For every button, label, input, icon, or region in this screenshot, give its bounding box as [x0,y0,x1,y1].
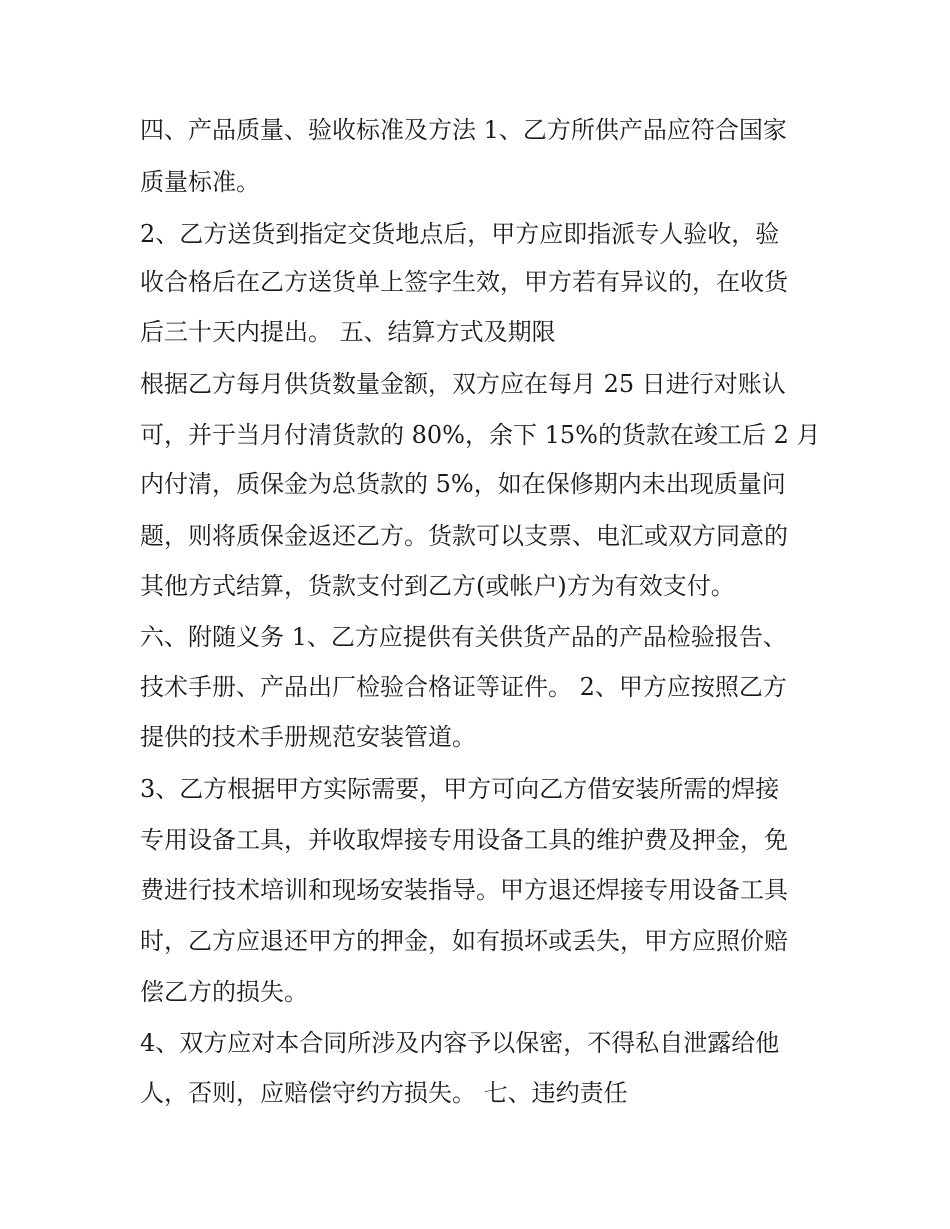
text-line: 根据乙方每月供货数量金额，双方应在每月 25 日进行对账认 [140,370,786,398]
text-line: 六、附随义务 1、乙方应提供有关供货产品的产品检验报告、 [140,623,787,651]
text-line: 费进行技术培训和现场安装指导。甲方退还焊接专用设备工具 [140,876,788,904]
text-line: 质量标准。 [140,168,260,196]
text-line: 提供的技术手册规范安装管道。 [140,723,476,751]
text-line: 专用设备工具，并收取焊接专用设备工具的维护费及押金，免 [140,826,788,854]
text-line: 人，否则，应赔偿守约方损失。 七、违约责任 [140,1079,628,1107]
text-line: 其他方式结算，货款支付到乙方(或帐户)方为有效支付。 [140,572,735,600]
text-line: 后三十天内提出。 五、结算方式及期限 [140,318,556,346]
text-line: 3、乙方根据甲方实际需要，甲方可向乙方借安装所需的焊接 [140,775,780,803]
text-line: 题，则将质保金返还乙方。货款可以支票、电汇或双方同意的 [140,522,788,550]
text-line: 收合格后在乙方送货单上签字生效，甲方若有异议的，在收货 [140,268,788,296]
text-line: 2、乙方送货到指定交货地点后，甲方应即指派专人验收，验 [140,220,780,248]
text-line: 内付清，质保金为总货款的 5%，如在保修期内未出现质量问 [140,470,786,498]
text-line: 四、产品质量、验收标准及方法 1、乙方所供产品应符合国家 [140,116,787,144]
text-line: 时，乙方应退还甲方的押金，如有损坏或丢失，甲方应照价赔 [140,927,788,955]
text-line: 4、双方应对本合同所涉及内容予以保密，不得私自泄露给他 [140,1029,780,1057]
text-line: 技术手册、产品出厂检验合格证等证件。 2、甲方应按照乙方 [140,673,787,701]
text-line: 可，并于当月付清货款的 80%，余下 15%的货款在竣工后 2 月 [140,421,821,449]
text-line: 偿乙方的损失。 [140,978,308,1006]
